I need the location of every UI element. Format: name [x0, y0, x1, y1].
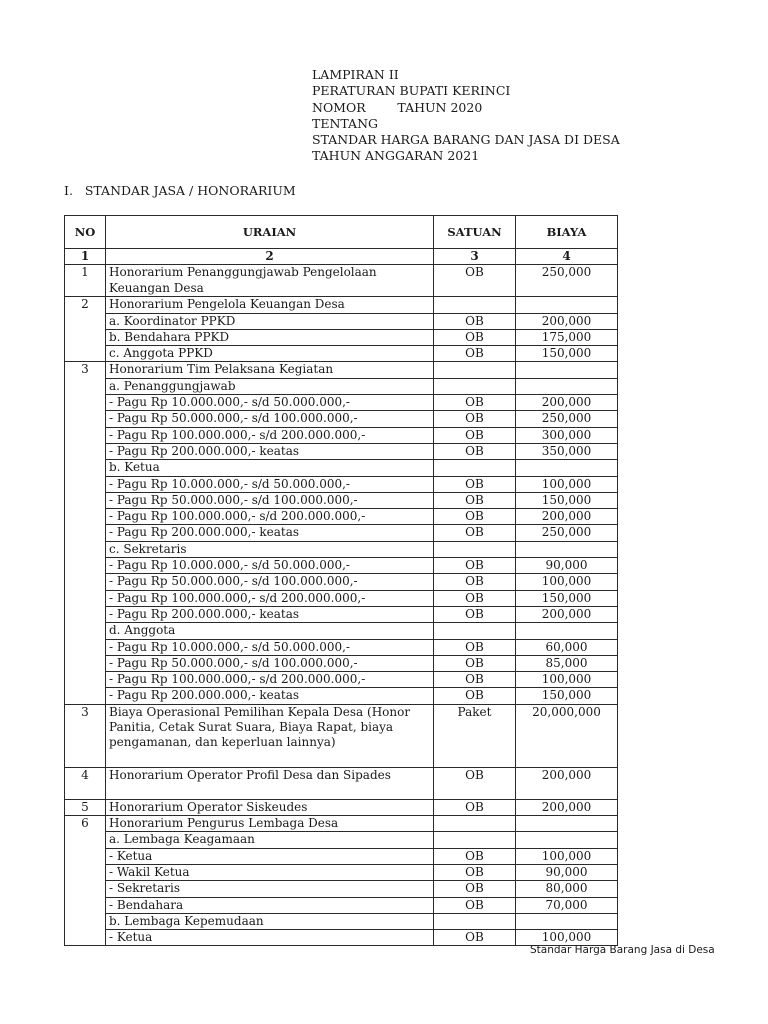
- cell-uraian: d. Anggota: [106, 623, 434, 639]
- column-number: 3: [434, 249, 516, 265]
- cell-uraian: - Pagu Rp 200.000.000,- keatas: [106, 606, 434, 622]
- honorarium-table: [64, 215, 618, 946]
- cell-uraian: a. Lembaga Keagamaan: [106, 832, 434, 848]
- cell-no: [65, 395, 106, 411]
- cell-uraian: - Pagu Rp 10.000.000,- s/d 50.000.000,-: [106, 395, 434, 411]
- cell-satuan: OB: [434, 427, 516, 443]
- cell-no: 4: [65, 767, 106, 799]
- table-row: [65, 574, 618, 590]
- cell-biaya: [516, 541, 618, 557]
- cell-satuan: OB: [434, 639, 516, 655]
- section-title: I. STANDAR JASA / HONORARIUM: [64, 183, 296, 198]
- cell-satuan: OB: [434, 767, 516, 799]
- table-row: [65, 799, 618, 815]
- cell-satuan: OB: [434, 799, 516, 815]
- cell-biaya: 150,000: [516, 590, 618, 606]
- cell-uraian: - Pagu Rp 200.000.000,- keatas: [106, 443, 434, 459]
- cell-no: [65, 606, 106, 622]
- cell-no: [65, 897, 106, 913]
- cell-uraian: a. Koordinator PPKD: [106, 313, 434, 329]
- cell-biaya: 200,000: [516, 767, 618, 799]
- cell-no: [65, 313, 106, 329]
- cell-satuan: OB: [434, 525, 516, 541]
- cell-biaya: 60,000: [516, 639, 618, 655]
- column-header-biaya: BIAYA: [516, 216, 618, 249]
- cell-satuan: OB: [434, 558, 516, 574]
- cell-uraian: c. Sekretaris: [106, 541, 434, 557]
- cell-uraian: c. Anggota PPKD: [106, 346, 434, 362]
- cell-no: 2: [65, 297, 106, 313]
- cell-biaya: [516, 913, 618, 929]
- cell-satuan: OB: [434, 509, 516, 525]
- cell-satuan: OB: [434, 590, 516, 606]
- cell-satuan: OB: [434, 672, 516, 688]
- cell-no: 6: [65, 816, 106, 832]
- cell-no: [65, 639, 106, 655]
- table-row: [65, 313, 618, 329]
- cell-biaya: 250,000: [516, 265, 618, 297]
- column-number: 1: [65, 249, 106, 265]
- table-row: [65, 655, 618, 671]
- column-number-row: [65, 249, 618, 265]
- cell-no: [65, 541, 106, 557]
- cell-uraian: b. Lembaga Kepemudaan: [106, 913, 434, 929]
- header-line: PERATURAN BUPATI KERINCI: [312, 83, 511, 99]
- cell-satuan: OB: [434, 411, 516, 427]
- cell-biaya: [516, 832, 618, 848]
- cell-satuan: OB: [434, 346, 516, 362]
- table-row: [65, 460, 618, 476]
- cell-satuan: OB: [434, 395, 516, 411]
- cell-uraian: Biaya Operasional Pemilihan Kepala Desa (Honor Panitia, Cetak Surat Suara, Biaya Rapat, biaya pengamanan, dan keperluan lainnya): [106, 704, 434, 767]
- cell-uraian: - Bendahara: [106, 897, 434, 913]
- table-row: [65, 411, 618, 427]
- document-header: [312, 67, 620, 165]
- cell-uraian: - Wakil Ketua: [106, 864, 434, 880]
- cell-no: [65, 443, 106, 459]
- cell-biaya: [516, 362, 618, 378]
- table-row: [65, 767, 618, 799]
- table-row: [65, 590, 618, 606]
- column-number: 2: [106, 249, 434, 265]
- cell-satuan: OB: [434, 930, 516, 946]
- cell-no: [65, 688, 106, 704]
- cell-uraian: - Pagu Rp 10.000.000,- s/d 50.000.000,-: [106, 558, 434, 574]
- table-row: [65, 362, 618, 378]
- table-row: [65, 704, 618, 767]
- cell-satuan: [434, 623, 516, 639]
- cell-no: 5: [65, 799, 106, 815]
- table-row: [65, 848, 618, 864]
- table-row: [65, 346, 618, 362]
- cell-biaya: [516, 623, 618, 639]
- cell-satuan: OB: [434, 265, 516, 297]
- cell-satuan: [434, 541, 516, 557]
- column-header-satuan: SATUAN: [434, 216, 516, 249]
- cell-satuan: OB: [434, 864, 516, 880]
- cell-satuan: OB: [434, 443, 516, 459]
- cell-biaya: 70,000: [516, 897, 618, 913]
- cell-uraian: - Pagu Rp 100.000.000,- s/d 200.000.000,-: [106, 672, 434, 688]
- table-row: [65, 427, 618, 443]
- table-row: [65, 672, 618, 688]
- column-header-no: NO: [65, 216, 106, 249]
- cell-no: [65, 525, 106, 541]
- cell-biaya: [516, 378, 618, 394]
- cell-no: [65, 346, 106, 362]
- table-row: [65, 897, 618, 913]
- cell-biaya: [516, 460, 618, 476]
- table-row: [65, 864, 618, 880]
- cell-satuan: [434, 460, 516, 476]
- table-row: [65, 443, 618, 459]
- cell-satuan: OB: [434, 329, 516, 345]
- cell-no: [65, 590, 106, 606]
- table-row: [65, 378, 618, 394]
- cell-biaya: 85,000: [516, 655, 618, 671]
- cell-satuan: [434, 378, 516, 394]
- cell-biaya: 200,000: [516, 395, 618, 411]
- cell-biaya: [516, 816, 618, 832]
- table-row: [65, 639, 618, 655]
- cell-biaya: 100,000: [516, 574, 618, 590]
- cell-no: [65, 623, 106, 639]
- cell-no: [65, 411, 106, 427]
- cell-biaya: 200,000: [516, 313, 618, 329]
- cell-biaya: [516, 297, 618, 313]
- cell-no: [65, 378, 106, 394]
- table-row: [65, 297, 618, 313]
- table-row: [65, 832, 618, 848]
- cell-no: [65, 672, 106, 688]
- cell-biaya: 20,000,000: [516, 704, 618, 767]
- table-row: [65, 606, 618, 622]
- cell-biaya: 90,000: [516, 864, 618, 880]
- cell-uraian: - Sekretaris: [106, 881, 434, 897]
- cell-no: 1: [65, 265, 106, 297]
- cell-biaya: 150,000: [516, 688, 618, 704]
- cell-biaya: 100,000: [516, 672, 618, 688]
- cell-biaya: 80,000: [516, 881, 618, 897]
- cell-no: [65, 460, 106, 476]
- cell-satuan: [434, 913, 516, 929]
- cell-satuan: OB: [434, 313, 516, 329]
- cell-biaya: 150,000: [516, 346, 618, 362]
- table-row: [65, 558, 618, 574]
- cell-no: [65, 509, 106, 525]
- column-header-uraian: URAIAN: [106, 216, 434, 249]
- table-row: [65, 881, 618, 897]
- cell-uraian: - Ketua: [106, 930, 434, 946]
- cell-biaya: 90,000: [516, 558, 618, 574]
- table-row: [65, 541, 618, 557]
- cell-satuan: Paket: [434, 704, 516, 767]
- cell-no: [65, 655, 106, 671]
- table-row: [65, 476, 618, 492]
- cell-uraian: - Pagu Rp 100.000.000,- s/d 200.000.000,-: [106, 427, 434, 443]
- table-header-row: [65, 216, 618, 249]
- table-row: [65, 395, 618, 411]
- header-line: NOMOR TAHUN 2020: [312, 99, 483, 115]
- cell-uraian: - Pagu Rp 100.000.000,- s/d 200.000.000,-: [106, 509, 434, 525]
- cell-uraian: Honorarium Operator Siskeudes: [106, 799, 434, 815]
- cell-biaya: 300,000: [516, 427, 618, 443]
- cell-no: [65, 492, 106, 508]
- cell-no: [65, 329, 106, 345]
- cell-uraian: - Pagu Rp 50.000.000,- s/d 100.000.000,-: [106, 492, 434, 508]
- cell-satuan: OB: [434, 492, 516, 508]
- cell-satuan: [434, 362, 516, 378]
- table-row: [65, 329, 618, 345]
- cell-satuan: OB: [434, 881, 516, 897]
- cell-no: [65, 558, 106, 574]
- cell-uraian: - Pagu Rp 50.000.000,- s/d 100.000.000,-: [106, 655, 434, 671]
- cell-no: [65, 574, 106, 590]
- cell-uraian: Honorarium Tim Pelaksana Kegiatan: [106, 362, 434, 378]
- cell-no: [65, 476, 106, 492]
- cell-biaya: 175,000: [516, 329, 618, 345]
- cell-satuan: OB: [434, 476, 516, 492]
- table-row: [65, 913, 618, 929]
- cell-no: [65, 864, 106, 880]
- table-row: [65, 492, 618, 508]
- cell-uraian: - Pagu Rp 200.000.000,- keatas: [106, 525, 434, 541]
- cell-biaya: 250,000: [516, 525, 618, 541]
- cell-biaya: 150,000: [516, 492, 618, 508]
- cell-biaya: 100,000: [516, 930, 618, 946]
- cell-biaya: 100,000: [516, 848, 618, 864]
- cell-biaya: 200,000: [516, 509, 618, 525]
- cell-biaya: 250,000: [516, 411, 618, 427]
- cell-satuan: OB: [434, 655, 516, 671]
- header-line: LAMPIRAN II: [312, 67, 399, 82]
- column-number: 4: [516, 249, 618, 265]
- cell-no: 3: [65, 704, 106, 767]
- cell-uraian: - Pagu Rp 10.000.000,- s/d 50.000.000,-: [106, 476, 434, 492]
- cell-uraian: - Pagu Rp 200.000.000,- keatas: [106, 688, 434, 704]
- page-footer: Standar Harga Barang Jasa di Desa: [530, 944, 715, 956]
- cell-no: 3: [65, 362, 106, 378]
- cell-no: [65, 848, 106, 864]
- table-row: [65, 525, 618, 541]
- cell-uraian: b. Bendahara PPKD: [106, 329, 434, 345]
- cell-uraian: Honorarium Pengelola Keuangan Desa: [106, 297, 434, 313]
- cell-satuan: [434, 832, 516, 848]
- cell-satuan: [434, 816, 516, 832]
- cell-no: [65, 832, 106, 848]
- cell-uraian: - Pagu Rp 50.000.000,- s/d 100.000.000,-: [106, 411, 434, 427]
- cell-uraian: a. Penanggungjawab: [106, 378, 434, 394]
- cell-no: [65, 930, 106, 946]
- cell-satuan: OB: [434, 574, 516, 590]
- table-row: [65, 816, 618, 832]
- cell-uraian: - Pagu Rp 100.000.000,- s/d 200.000.000,-: [106, 590, 434, 606]
- cell-no: [65, 881, 106, 897]
- cell-uraian: Honorarium Pengurus Lembaga Desa: [106, 816, 434, 832]
- header-line: STANDAR HARGA BARANG DAN JASA DI DESA: [312, 132, 620, 148]
- cell-biaya: 200,000: [516, 606, 618, 622]
- table-row: [65, 688, 618, 704]
- cell-satuan: OB: [434, 848, 516, 864]
- cell-satuan: [434, 297, 516, 313]
- header-line: TAHUN ANGGARAN 2021: [312, 148, 480, 164]
- cell-biaya: 350,000: [516, 443, 618, 459]
- cell-uraian: Honorarium Penanggungjawab Pengelolaan Keuangan Desa: [106, 265, 434, 297]
- cell-uraian: Honorarium Operator Profil Desa dan Sipades: [106, 767, 434, 799]
- header-line: TENTANG: [312, 115, 379, 131]
- cell-satuan: OB: [434, 897, 516, 913]
- cell-uraian: - Pagu Rp 50.000.000,- s/d 100.000.000,-: [106, 574, 434, 590]
- cell-biaya: 100,000: [516, 476, 618, 492]
- table-row: [65, 265, 618, 297]
- cell-satuan: OB: [434, 606, 516, 622]
- cell-uraian: - Ketua: [106, 848, 434, 864]
- cell-biaya: 200,000: [516, 799, 618, 815]
- cell-uraian: - Pagu Rp 10.000.000,- s/d 50.000.000,-: [106, 639, 434, 655]
- table-row: [65, 623, 618, 639]
- cell-no: [65, 427, 106, 443]
- cell-satuan: OB: [434, 688, 516, 704]
- cell-uraian: b. Ketua: [106, 460, 434, 476]
- table-row: [65, 509, 618, 525]
- cell-no: [65, 913, 106, 929]
